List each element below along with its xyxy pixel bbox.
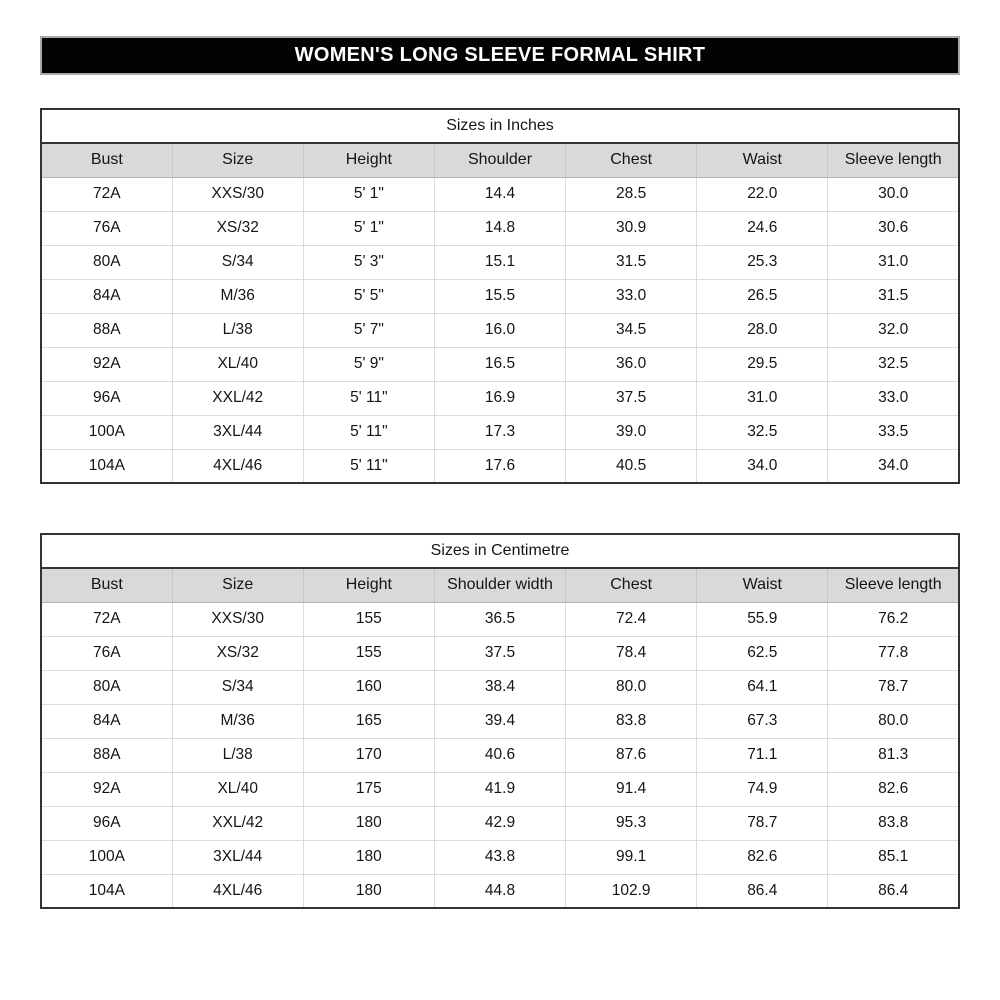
table-cell: 92A [41,347,172,381]
table-row [41,279,959,313]
table-cell: 31.0 [828,245,959,279]
table-cell: 170 [303,738,434,772]
table-cell: 76A [41,636,172,670]
table-cell: S/34 [172,245,303,279]
table-row [41,415,959,449]
table-cell: 5' 1" [303,211,434,245]
table-cell: 99.1 [566,840,697,874]
size-table-centimetre [40,533,960,909]
size-table-inches [40,108,960,484]
table-cell: 82.6 [828,772,959,806]
table-row [41,313,959,347]
table-cell: 96A [41,806,172,840]
table-cell: 31.5 [566,245,697,279]
table-cell: 5' 5" [303,279,434,313]
header-cell: Height [303,143,434,177]
table-cell: 96A [41,381,172,415]
table-cell: 30.0 [828,177,959,211]
table-cell: 72A [41,602,172,636]
table-cell: 37.5 [566,381,697,415]
table-cell: XL/40 [172,772,303,806]
header-cell: Size [172,568,303,602]
table-cell: 74.9 [697,772,828,806]
table-title: Sizes in Centimetre [41,534,959,568]
table-cell: 81.3 [828,738,959,772]
table-cell: 14.4 [434,177,565,211]
table-cell: 34.0 [878,456,909,474]
table-cell: 28.0 [697,313,828,347]
table-cell: 32.5 [697,415,828,449]
table-cell: 28.5 [566,177,697,211]
table-row [41,602,959,636]
table-cell: 5' 11" [303,415,434,449]
table-row [41,347,959,381]
table-cell: 3XL/44 [172,840,303,874]
table-row [41,840,959,874]
table-cell: 30.9 [566,211,697,245]
table-cell: 38.4 [434,670,565,704]
table-cell: 72.4 [566,602,697,636]
table-cell: 22.0 [697,177,828,211]
table-row [41,738,959,772]
table-header-row [41,568,959,602]
table-cell: 26.5 [697,279,828,313]
table-cell: 86.4 [697,874,828,908]
table-row [41,245,959,279]
table-cell: 24.6 [697,211,828,245]
header-cell: Sleeve length [828,568,959,602]
table-cell: 78.7 [828,670,959,704]
table-cell: 5' 11" [303,449,434,483]
table-cell: 36.0 [566,347,697,381]
table-cell: 15.1 [434,245,565,279]
table-cell: 16.9 [434,381,565,415]
table-cell: 44.8 [434,874,565,908]
table-cell: 180 [303,840,434,874]
table-cell: 32.0 [828,313,959,347]
table-cell: 33.5 [828,415,959,449]
product-title-banner [40,36,960,75]
table-cell: 80.0 [566,670,697,704]
table-cell: 30.6 [828,211,959,245]
table-row [41,670,959,704]
table-cell: M/36 [172,704,303,738]
table-row [41,772,959,806]
table-cell: 42.9 [434,806,565,840]
table-cell: 14.8 [434,211,565,245]
table-cell: XXL/42 [172,381,303,415]
table-cell: 155 [303,636,434,670]
table-cell: 71.1 [697,738,828,772]
table-body [41,602,959,908]
table-cell: 84A [41,704,172,738]
table-cell: 82.6 [697,840,828,874]
table-cell: 55.9 [697,602,828,636]
header-cell: Sleeve length [828,143,959,177]
table-cell: 85.1 [828,840,959,874]
table-cell: 180 [303,874,434,908]
table-cell: 160 [303,670,434,704]
table-cell: 31.5 [828,279,959,313]
table-cell: XXS/30 [172,602,303,636]
header-cell: Chest [566,143,697,177]
table-cell: 87.6 [566,738,697,772]
table-cell: 92A [41,772,172,806]
table-cell: 83.8 [566,704,697,738]
table-cell: 34.5 [566,313,697,347]
table-cell: 43.8 [434,840,565,874]
table-cell: 15.5 [434,279,565,313]
header-cell: Shoulder width [434,568,565,602]
table-cell: 102.9 [566,874,697,908]
table-cell: 100A [41,415,172,449]
table-cell: 95.3 [566,806,697,840]
header-cell: Chest [566,568,697,602]
table-row [41,211,959,245]
table-cell: 77.8 [828,636,959,670]
table-cell: 41.9 [434,772,565,806]
table-cell: 39.4 [434,704,565,738]
table-cell: 175 [303,772,434,806]
table-cell: 84A [41,279,172,313]
table-cell: 5' 9" [303,347,434,381]
product-title: WOMEN'S LONG SLEEVE FORMAL SHIRT [294,44,706,66]
table-cell: 76A [41,211,172,245]
table-cell: 80A [41,670,172,704]
table-cell: 180 [303,806,434,840]
table-cell: 155 [303,602,434,636]
table-cell: 88A [41,313,172,347]
table-cell: 34.0 [697,449,828,483]
header-cell: Waist [697,143,828,177]
table-cell: XS/32 [172,636,303,670]
table-cell: 33.0 [566,279,697,313]
table-title-row [41,534,959,568]
table-cell: S/34 [172,670,303,704]
table-cell: 4XL/46 [172,874,303,908]
table-header-row [41,143,959,177]
table-cell: 78.4 [566,636,697,670]
table-row [41,874,959,908]
table-cell: 88A [41,738,172,772]
table-cell: 37.5 [434,636,565,670]
header-cell: Waist [697,568,828,602]
table-cell: 62.5 [697,636,828,670]
table-title-row [41,109,959,143]
table-cell: L/38 [172,313,303,347]
table-cell: 16.5 [434,347,565,381]
table-cell: 100A [41,840,172,874]
table-cell: 25.3 [697,245,828,279]
table-cell: 104A [41,874,172,908]
table-cell: 72A [41,177,172,211]
table-cell: 16.0 [434,313,565,347]
table-cell: 64.1 [697,670,828,704]
table-cell: XXS/30 [172,177,303,211]
table-cell: 33.0 [828,381,959,415]
table-cell: 86.4 [878,881,909,899]
table-cell: 80A [41,245,172,279]
table-cell: 17.6 [434,449,565,483]
table-cell: 67.3 [697,704,828,738]
table-cell: 78.7 [697,806,828,840]
table-cell: 165 [303,704,434,738]
table-cell: 5' 11" [303,381,434,415]
table-cell: 104A [41,449,172,483]
table-cell: L/38 [172,738,303,772]
table-row [41,806,959,840]
table-row [41,381,959,415]
table-cell: XL/40 [172,347,303,381]
table-cell: XXL/42 [172,806,303,840]
table-cell: XS/32 [172,211,303,245]
table-cell: 36.5 [434,602,565,636]
table-row [41,704,959,738]
table-row [41,636,959,670]
table-cell: 91.4 [566,772,697,806]
table-row [41,177,959,211]
table-cell: 40.5 [566,449,697,483]
table-cell: 5' 7" [303,313,434,347]
table-cell: 3XL/44 [172,415,303,449]
table-body [41,177,959,483]
header-cell: Height [303,568,434,602]
table-cell: 32.5 [828,347,959,381]
header-cell: Bust [41,568,172,602]
table-cell: 29.5 [697,347,828,381]
table-cell: 17.3 [434,415,565,449]
header-cell: Size [172,143,303,177]
table-cell: 40.6 [434,738,565,772]
table-cell: 76.2 [828,602,959,636]
table-cell: 5' 1" [303,177,434,211]
table-title: Sizes in Inches [41,109,959,143]
table-cell: 83.8 [828,806,959,840]
table-cell: 4XL/46 [172,449,303,483]
header-cell: Bust [41,143,172,177]
table-cell: 5' 3" [303,245,434,279]
table-cell: 31.0 [697,381,828,415]
table-cell: 39.0 [566,415,697,449]
table-row [41,449,959,483]
header-cell: Shoulder [434,143,565,177]
table-cell: 80.0 [828,704,959,738]
table-cell: M/36 [172,279,303,313]
